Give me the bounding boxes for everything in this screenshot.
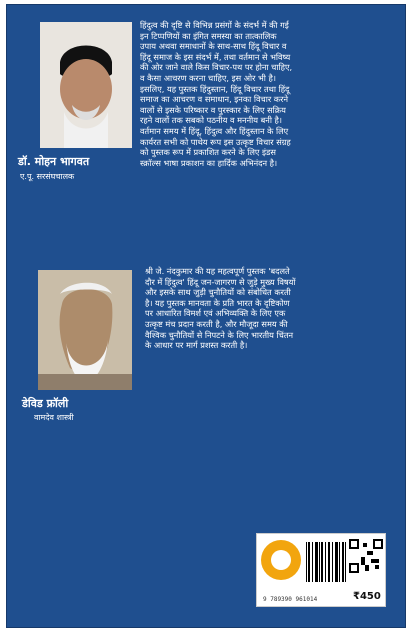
author-name-bottom: डेविड फ्रॉली bbox=[22, 397, 69, 410]
author-photo-bottom bbox=[38, 270, 132, 390]
bottom-paragraph: श्री जे. नंदकुमार की यह महत्वपूर्ण पुस्तक 'बदलते दौर में हिंदुत्व' हिंदू जन-जागरण से जुड़े मुख्य विषयों और इसके साथ जुड़ी चुनौतियों को संबोधित करती है। यह पुस्तक मानवता के प्रति भारत के दृष्टिकोण पर आधारित विमर्श एवं अभिव्यक्ति के लिए एक उत्कृष्ट मंच प्रदान करती है, और मौजूदा समय की वैश्विक चुनौतियों से निपटने के लिए भारतीय चिंतन के आधार पर मार्ग प्रशस्त करती है। bbox=[145, 266, 296, 351]
author-photo-top bbox=[40, 22, 132, 148]
book-price: ₹450 bbox=[353, 591, 381, 602]
barcode-block bbox=[256, 533, 386, 607]
author-name-top: डॉ. मोहन भागवत bbox=[18, 155, 90, 168]
barcode-icon bbox=[305, 540, 347, 586]
publisher-logo-icon bbox=[261, 540, 301, 580]
top-paragraph: हिंदुत्व की दृष्टि से विभिन्न प्रसंगों के संदर्भ में की गई इन टिप्पणियों का इंगित समस्या का तात्कालिक उपाय अथवा समाधानों के साथ-साथ हिंदू विचार व हिंदू समाज के इस संदर्भ में, तथा वर्तमान से भविष्य की ओर जाने वाले किस विचार-पथ पर होना चाहिए, व कैसा आचरण करना चाहिए, इस ओर भी है। इसलिए, यह पुस्तक हिंदुस्तान, हिंदू विचार तथा हिंदू समाज का आचरण व समाधान, इनका विचार करने वालों से इसके परिष्कार व पुरस्कार के लिए सक्रिय रहने वालों तक सबको पठनीय व मननीय बनी है। वर्तमान समय में हिंदू, हिंदुत्व और हिंदुस्तान के लिए कार्यरत सभी को पाथेय रूप इस उत्कृष्ट विचार संग्रह को पुस्तक रूप में प्रकाशित करने के लिए इंडस स्क्रॉल्स भाषा प्रकाशन का हार्दिक अभिनंदन है। bbox=[140, 20, 293, 168]
publisher-logo-inner-icon bbox=[271, 550, 291, 570]
author-role-top: ए.पू. सरसंघचालक bbox=[20, 172, 75, 181]
author-role-bottom: वामदेव शास्त्री bbox=[34, 413, 74, 422]
qr-code-icon bbox=[349, 539, 383, 573]
isbn-number: 9 789390 961014 bbox=[263, 596, 318, 603]
